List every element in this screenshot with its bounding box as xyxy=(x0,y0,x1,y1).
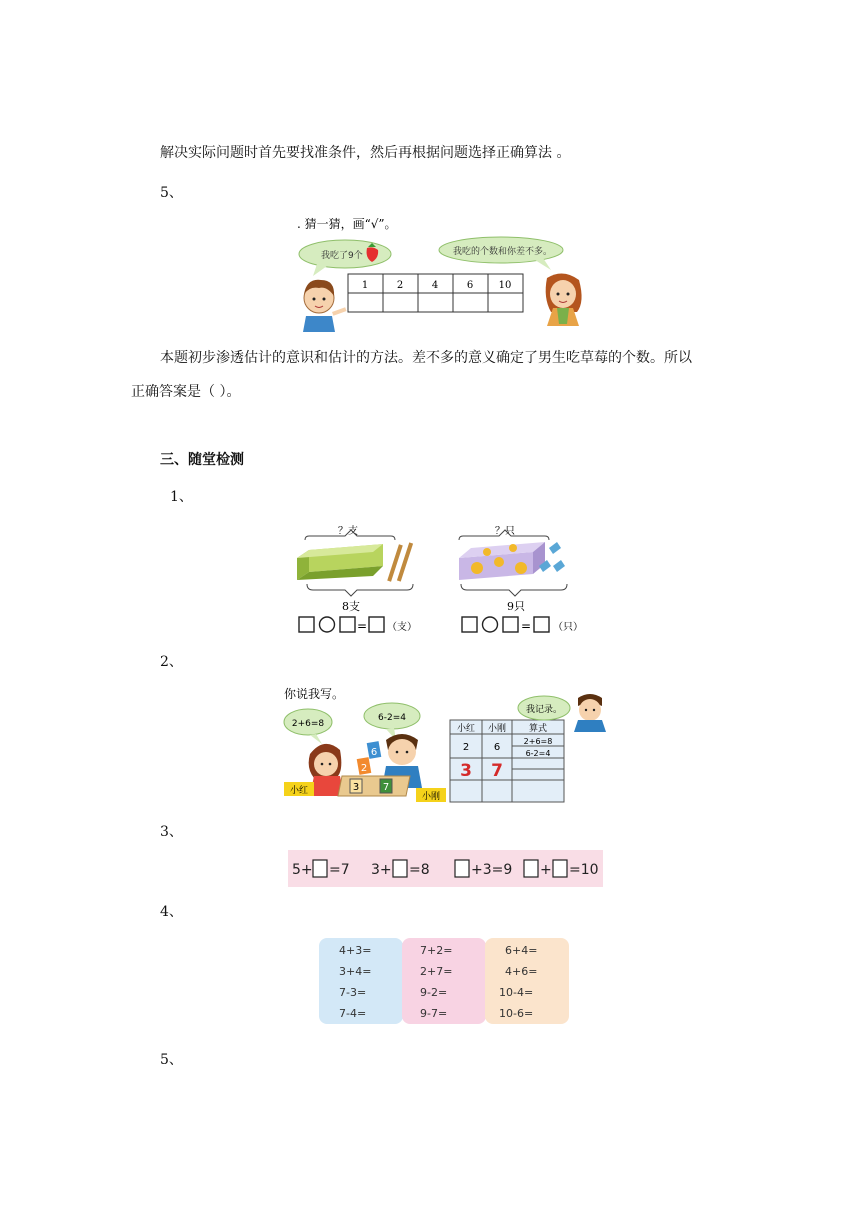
equals-sign-2: = xyxy=(521,619,532,633)
option-2: 2 xyxy=(396,280,404,291)
cell-eq1: 2+6=8 xyxy=(523,737,553,746)
desk-card-7: 7 xyxy=(382,782,390,793)
eq3-suffix: +3=9 xyxy=(471,862,513,878)
guess-figure xyxy=(295,212,585,332)
q2-figure xyxy=(282,684,610,806)
intro-text: 解决实际问题时首先要找准条件，然后再根据问题选择正确算法 。 xyxy=(160,145,571,161)
cell-big-7: 7 xyxy=(491,761,503,781)
q4-item: 7-3= xyxy=(339,986,367,999)
q4-item: 4+6= xyxy=(505,965,538,978)
pencil-total: 8支 xyxy=(342,600,360,613)
q3-figure xyxy=(288,850,603,887)
eq1-suffix: =7 xyxy=(329,862,350,878)
q4-label: 4、 xyxy=(160,904,183,920)
recorder-illustration xyxy=(574,694,606,732)
eraser-count-unknown: ？只 xyxy=(495,526,515,537)
option-5: 10 xyxy=(498,280,512,291)
q4-item: 4+3= xyxy=(339,944,372,957)
girl-name: 小红 xyxy=(289,786,309,796)
recorder-text: 我记录。 xyxy=(525,705,563,715)
q4-item: 10-6= xyxy=(499,1007,534,1020)
eq4-suffix: =10 xyxy=(569,862,599,878)
cell-2: 2 xyxy=(462,742,470,753)
girl-equation: 2+6=8 xyxy=(291,719,325,729)
guess-title: . 猜一猜，画“√”。 xyxy=(297,217,397,231)
boy-name: 小刚 xyxy=(421,792,441,802)
pencils-icon xyxy=(387,542,413,581)
card-6: 6 xyxy=(370,747,378,758)
header-xiaogang: 小刚 xyxy=(487,724,507,734)
q4-item: 10-4= xyxy=(499,986,534,999)
option-3: 4 xyxy=(431,280,439,291)
q2-title: 你说我写。 xyxy=(284,687,345,701)
header-xiaohong: 小红 xyxy=(456,724,476,734)
girl-illustration xyxy=(546,273,582,326)
options-table xyxy=(348,274,523,312)
boy-illustration xyxy=(303,280,347,332)
cell-eq2: 6-2=4 xyxy=(525,749,551,758)
blank-box[interactable] xyxy=(393,860,407,877)
eq4-plus: + xyxy=(540,862,552,878)
explanation-line-2: 正确答案是（ ）。 xyxy=(131,384,241,400)
q4-item: 3+4= xyxy=(339,965,372,978)
blank-box[interactable] xyxy=(524,860,538,877)
q4-figure xyxy=(319,938,569,1024)
record-table xyxy=(450,720,564,802)
q4-item: 7+2= xyxy=(420,944,453,957)
q3-label: 3、 xyxy=(160,824,183,840)
q5-label: 5、 xyxy=(160,1052,183,1068)
section-heading: 三、随堂检测 xyxy=(160,452,244,468)
question-number: 5、 xyxy=(160,185,183,201)
cell-big-3: 3 xyxy=(460,761,472,781)
blank-box[interactable] xyxy=(455,860,469,877)
cell-6: 6 xyxy=(493,742,501,753)
boy-bubble-text: 我吃了9个 xyxy=(321,251,363,261)
equals-sign: = xyxy=(357,619,368,633)
card-2: 2 xyxy=(360,763,368,774)
eq1-prefix: 5+ xyxy=(292,862,313,878)
q4-item: 9-2= xyxy=(420,986,448,999)
girl-bubble-text: 我吃的个数和你差不多。 xyxy=(453,247,553,257)
explanation-line-1: 本题初步渗透估计的意识和估计的方法。差不多的意义确定了男生吃草莓的个数。所以 xyxy=(160,350,692,366)
option-1: 1 xyxy=(361,280,369,291)
desk xyxy=(338,776,410,796)
pencil-count-unknown: ？支 xyxy=(338,526,358,537)
q2-label: 2、 xyxy=(160,654,183,670)
number-cards xyxy=(357,741,382,775)
blank-box[interactable] xyxy=(553,860,567,877)
q4-item: 2+7= xyxy=(420,965,453,978)
q1-figure xyxy=(287,520,603,640)
option-4: 6 xyxy=(466,280,474,291)
pencil-box-icon xyxy=(297,544,383,580)
eq2-prefix: 3+ xyxy=(371,862,392,878)
blank-box[interactable] xyxy=(313,860,327,877)
eraser-total: 9只 xyxy=(507,600,525,613)
q4-item: 9-7= xyxy=(420,1007,448,1020)
q4-item: 6+4= xyxy=(505,944,538,957)
q4-item: 7-4= xyxy=(339,1007,367,1020)
eraser-box-icon xyxy=(459,542,545,580)
right-unit: （只） xyxy=(553,622,583,633)
left-unit: （支） xyxy=(387,622,417,633)
eq2-suffix: =8 xyxy=(409,862,430,878)
q1-label: 1、 xyxy=(170,489,193,505)
desk-card-3: 3 xyxy=(352,782,360,793)
boy-equation: 6-2=4 xyxy=(378,713,406,723)
header-formula: 算式 xyxy=(528,724,548,734)
